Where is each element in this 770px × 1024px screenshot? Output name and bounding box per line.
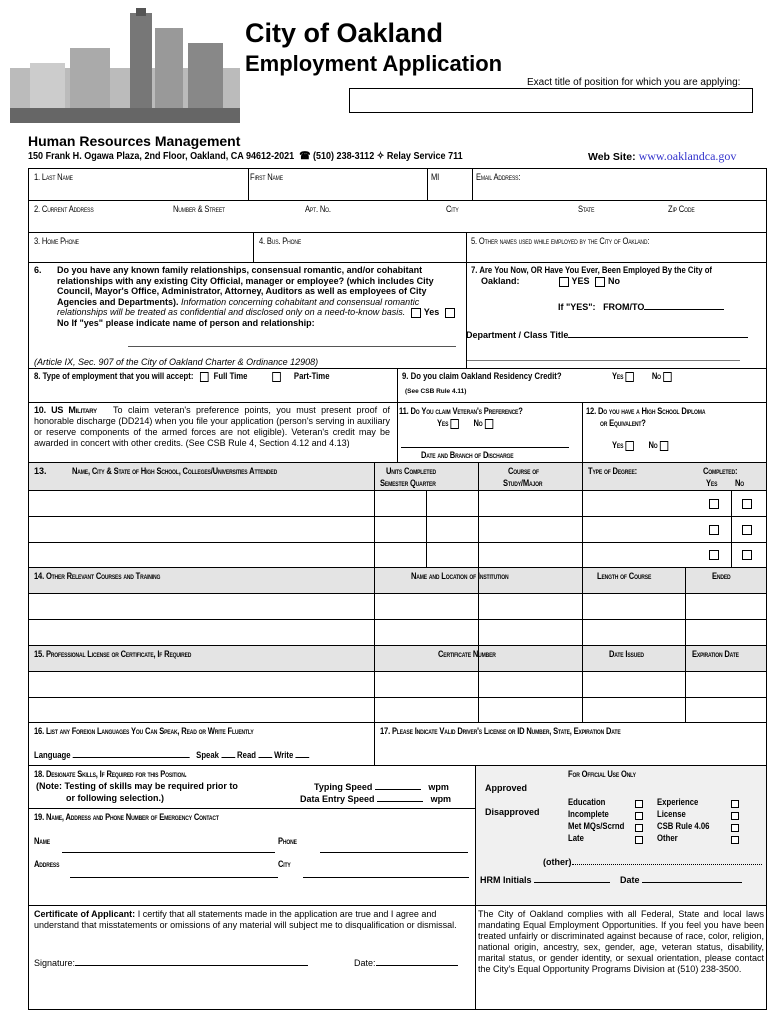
last-name-label: 1. Last Name [34,172,73,182]
q7-extra-line[interactable] [467,360,740,361]
q18-note2: or following selection.) [66,793,165,803]
ended-label: Ended [712,571,731,581]
q18-title: 18. Designate Skills, If Required for this Position. [34,769,187,779]
first-name-label: First Name [250,172,283,182]
position-label: Exact title of position for which you are applying: [527,77,741,88]
mi-label: MI [431,172,440,182]
q6-relationship-line[interactable] [128,346,456,347]
contact-phone-line[interactable] [320,852,468,853]
q6-tail: If "yes" please indicate name of person and relationship: [71,317,315,328]
hrm-date-line[interactable] [642,874,742,883]
met-mqs-label: Met MQs/Scrnd [568,821,625,831]
q7-ifyes: If "YES": [558,302,596,312]
language-line[interactable] [73,749,190,758]
cert-date-row [354,957,458,968]
q7-yes-label: YES [571,276,590,286]
q9-question: 9. Do you claim Oakland Residency Credit? [402,371,562,381]
q12-question-2: or Equivalent? [600,418,646,428]
q12-yes-checkbox[interactable] [626,441,634,451]
read-line[interactable] [258,749,272,758]
q11-yes-label: Yes [437,418,449,428]
q6-no-label: No [57,317,69,328]
data-entry-wpm: wpm [430,794,452,804]
speak-label: Speak [196,750,219,760]
contact-name-label: Name [34,836,50,846]
relay-text: Relay Service 711 [386,150,463,162]
completed-no: No [735,478,745,488]
website-link[interactable]: www.oaklandca.gov [638,149,737,163]
official-title: For Official Use Only [568,769,636,779]
discharge-label: Date and Branch of Discharge [421,450,514,460]
q7-fromto-line[interactable] [644,301,724,310]
apt-label: Apt. No. [305,204,331,214]
phone-icon: ☎ [299,150,311,162]
data-entry-line[interactable] [377,793,423,802]
speak-line[interactable] [221,749,235,758]
q6-italic: Information concerning cohabitant and consensual romantic relationships will be treated as confidential and disclosed only on a need-to-know basis. [57,296,420,317]
q9-no-label: No [651,371,661,381]
sem-quarter-label: Semester Quarter [380,478,436,488]
date-issued-label: Date Issued [609,649,644,659]
completed-label: Completed: [703,466,738,476]
q7-from-to [558,301,724,312]
language-row [34,749,309,760]
signature-row [34,957,308,968]
eeo-statement: The City of Oakland complies with all Federal, State and local laws mandating Equal Employment Opportunities. If you feel you have been treated unfairly or discriminated against because of race, color, religion, national origin, ancestry, sex, gender, age, veteran status, disability, marital status, or gender identity, or sexual orientation, please contact the City's Equal Opportunity Programs Division at (510) 238-3500. [478,909,764,974]
q16-title: 16. List any Foreign Languages You Can Speak, Read or Write Fluently [34,726,254,736]
q11-no-checkbox[interactable] [485,419,493,429]
q12-yes-label: Yes [612,440,624,450]
contact-name-line[interactable] [62,852,275,853]
edu2-no-checkbox[interactable] [742,525,752,535]
city-label: City [446,204,459,214]
write-label: Write [274,750,294,760]
edu3-no-checkbox[interactable] [742,550,752,560]
contact-city-line[interactable] [303,877,469,878]
q6-yes-checkbox[interactable] [411,308,421,318]
typing-label: Typing Speed [314,782,373,792]
q6-reference: (Article IX, Sec. 907 of the City of Oakland Charter & Ordinance 12908) [34,357,319,367]
cert-date-line[interactable] [376,957,458,966]
form-title: Employment Application [245,51,503,76]
csb-rule-checkbox[interactable] [731,824,739,832]
q10-text: To claim veteran's preference points, you must present proof of honorable discharge (DD214) when you file your application (person's serving in auxiliary or reserve components of the armed forces are not eligible). Veteran's credit may be awarded in concert with other credits. (See CSB Rule 4, Section 4.12 and 4.13) [34,405,390,448]
q11-question: 11. Do You claim Veteran's Preference? [399,406,523,416]
hrm-label: HRM Initials [480,875,532,885]
edu1-no-checkbox[interactable] [742,499,752,509]
read-label: Read [237,750,256,760]
street-label: Number & Street [173,204,225,214]
language-label: Language [34,750,71,760]
typing-line[interactable] [375,781,421,790]
completed-yes: Yes [706,478,718,488]
other-row [543,856,762,867]
typing-wpm: wpm [428,782,449,792]
q7-no-checkbox[interactable] [595,277,605,287]
q6-number: 6. [34,265,42,275]
website-label: Web Site: [588,151,636,163]
hrm-row [480,874,742,885]
disapproved-label: Disapproved [485,807,540,817]
q7-fromto-label: FROM/TO [603,302,645,312]
q6-block [57,265,461,328]
contact-city-label: City [278,859,291,869]
approved-label: Approved [485,783,528,793]
q8-question: 8. Type of employment that you will accept: [34,371,194,381]
license-label: License [657,809,686,819]
q11-options [437,418,496,429]
signature-label: Signature: [34,958,76,968]
zip-label: Zip Code [668,204,695,214]
degree-label: Type of Degree: [588,466,638,476]
q7-oakland: Oakland: [481,276,520,286]
incomplete-label: Incomplete [568,809,609,819]
q11-yes-checkbox[interactable] [451,419,459,429]
q9-options [612,371,674,382]
city-title: City of Oakland [245,18,444,48]
late-label: Late [568,833,584,843]
q7-dept-label: Department / Class Title [466,330,569,340]
q7-options [481,276,620,287]
signature-line[interactable] [75,957,308,966]
q8-row [34,371,330,382]
data-entry-label: Data Entry Speed [300,794,375,804]
hrm-date-label: Date [620,875,640,885]
q6-no-checkbox[interactable] [445,308,455,318]
phone-text: (510) 238-3112 [312,150,375,162]
length-label: Length of Course [597,571,652,581]
state-label: State [578,204,595,214]
address-text: 150 Frank H. Ogawa Plaza, 2nd Floor, Oakland, CA 94612-2021 [28,150,295,162]
q14-title: 14. Other Relevant Courses and Training [34,571,161,581]
q7-no-label: No [608,276,621,286]
institution-label: Name and Location of Institution [411,571,509,581]
contact-address-label: Address [34,859,60,869]
met-mqs-checkbox[interactable] [635,824,643,832]
q18-note1: (Note: Testing of skills may be required prior to [36,781,238,791]
other-line[interactable] [572,856,762,865]
website [588,149,736,164]
email-label: Email Address: [476,172,521,182]
q13-title: Name, City & State of High School, Colleges/Universities Attended [72,466,278,476]
q9-yes-checkbox[interactable] [626,372,634,382]
q13-number: 13. [34,466,47,476]
late-checkbox[interactable] [635,836,643,844]
cert-date-label: Date: [354,958,376,968]
q6-yes-label: Yes [423,307,440,317]
units-label: Units Completed [386,466,436,476]
write-line[interactable] [295,749,309,758]
full-time-checkbox[interactable] [200,372,209,382]
q12-no-label: No [648,440,658,450]
contact-phone-label: Phone [278,836,297,846]
address-label: 2. Current Address [34,204,94,214]
typing-row [314,781,449,792]
q9-no-checkbox[interactable] [663,372,671,382]
expiration-label: Expiration Date [692,649,739,659]
q7-question: 7. Are You Now, OR Have You Ever, Been Employed By the City of [471,265,713,275]
experience-checkbox[interactable] [731,800,739,808]
bus-phone-label: 4. Bus. Phone [259,236,302,246]
contact-address-line[interactable] [70,877,278,878]
position-title-input[interactable] [349,88,753,113]
certificate-lead: Certificate of Applicant: [34,909,136,919]
education-checkbox[interactable] [635,800,643,808]
q12-options [612,440,671,451]
other-checkbox[interactable] [731,836,739,844]
license-checkbox[interactable] [731,812,739,820]
hrm-line[interactable] [534,874,610,883]
q9-note: (See CSB Rule 4.11) [405,388,467,395]
q10-military [34,405,390,449]
q7-dept [466,329,748,340]
certificate-body: I certify that all statements made in the application are true and I agree and understand that misstatements or omissions of any material will subject me to disqualification or dismissal. [34,909,457,930]
q19-title: 19. Name, Address and Phone Number of Emergency Contact [34,812,219,822]
city-skyline-image [10,8,240,123]
part-time-checkbox[interactable] [272,372,281,382]
edu2-yes-checkbox[interactable] [709,525,719,535]
other-paren-label: (other) [543,857,572,867]
other-label: Other [657,833,678,843]
dept-name: Human Resources Management [28,133,241,149]
course-label: Course of [508,466,539,476]
q7-dept-line[interactable] [568,329,748,338]
experience-label: Experience [657,797,699,807]
cert-number-label: Certificate Number [438,649,496,659]
certificate-text [34,909,464,931]
dept-address [28,150,463,162]
edu1-yes-checkbox[interactable] [709,499,719,509]
discharge-line[interactable] [401,447,569,448]
q11-no-label: No [473,418,483,428]
edu3-yes-checkbox[interactable] [709,550,719,560]
data-entry-row [300,793,451,804]
diamond-icon: ✧ [376,150,385,162]
home-phone-label: 3. Home Phone [34,236,79,246]
full-time-label: Full Time [213,371,248,381]
official-right-checks [728,797,742,845]
q12-no-checkbox[interactable] [660,441,668,451]
q7-yes-checkbox[interactable] [559,277,569,287]
csb-rule-label: CSB Rule 4.06 [657,821,710,831]
major-label: Study/Major [503,478,543,488]
q12-question: 12. Do you have a High School Diploma [586,406,706,416]
q10-title: 10. US Military [34,405,97,415]
q6-question: Do you have any known family relationships, consensual romantic, and/or cohabitant relationships with any existing City Official, manager or employee? (which includes City Council, Mayor's Office, Administrator, Attorney, Auditors as well as employees of City Agencies and Departments). [57,265,434,307]
other-names-label: 5. Other names used while employed by the City of Oakland: [471,236,650,246]
official-left-checks [632,797,646,845]
part-time-label: Part-Time [293,371,330,381]
incomplete-checkbox[interactable] [635,812,643,820]
q15-title: 15. Professional License or Certificate, If Required [34,649,192,659]
q9-yes-label: Yes [612,371,624,381]
official-right-list [657,796,709,844]
official-left-list [568,796,624,844]
q17-title: 17. Please Indicate Valid Driver's License or ID Number, State, Expiration Date [380,726,621,736]
education-label: Education [568,797,606,807]
